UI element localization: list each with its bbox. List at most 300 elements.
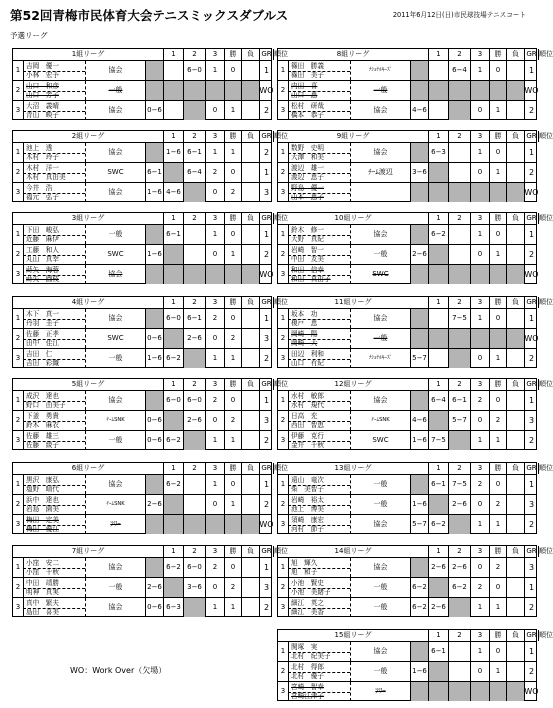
league-name: 6組リーグ xyxy=(71,464,105,472)
wins-cell: 0 xyxy=(205,329,224,348)
score-cell: 6−2 xyxy=(410,578,428,597)
gr-cell xyxy=(241,598,259,617)
column-header: 負 xyxy=(506,463,524,474)
player-number: 1 xyxy=(15,396,21,404)
self-match-cell xyxy=(145,391,163,410)
player-name: 西田 智恵 xyxy=(291,420,324,429)
column-header: 3 xyxy=(205,131,224,142)
row-divider xyxy=(23,111,85,112)
score-cell xyxy=(448,81,470,100)
player-number: 3 xyxy=(280,520,286,528)
player-number: 3 xyxy=(280,188,286,196)
self-match-cell xyxy=(448,265,470,284)
self-match-cell xyxy=(428,662,448,681)
row-divider xyxy=(288,235,350,236)
club-name: 協会 xyxy=(85,61,145,80)
column-header: 勝 xyxy=(224,131,241,142)
club-name: 協会 xyxy=(85,391,145,410)
losses-cell: 1 xyxy=(489,431,506,450)
club-name: 協会 xyxy=(85,309,145,328)
player-number: 2 xyxy=(280,583,286,591)
club-name: ﾁｰﾑSNK xyxy=(85,411,145,430)
league-row xyxy=(278,100,536,120)
player-name: 北村 紀美子 xyxy=(291,651,331,660)
league-header-row xyxy=(278,463,553,474)
rank-cell: 2 xyxy=(524,431,538,450)
row-divider xyxy=(288,568,350,569)
losses-cell: 1 xyxy=(224,495,241,514)
player-number: 2 xyxy=(15,86,21,94)
losses-cell: 1 xyxy=(489,515,506,534)
score-cell: 6−4 xyxy=(183,163,205,182)
row-divider xyxy=(23,401,85,402)
player-name: 青山 映子 xyxy=(26,110,59,119)
losses-cell xyxy=(489,329,506,348)
league-row xyxy=(278,430,536,450)
column-header: 1 xyxy=(428,463,448,474)
losses-cell: 1 xyxy=(224,143,241,162)
score-cell: 7−5 xyxy=(428,431,448,450)
player-name: 下釜 勇貴 xyxy=(26,411,59,420)
score-cell: 6−2 xyxy=(163,475,183,494)
league-table xyxy=(277,462,553,534)
player-name: 坂本 功 xyxy=(291,309,318,318)
score-cell xyxy=(183,495,205,514)
column-header: GR xyxy=(524,379,538,390)
column-header: 2 xyxy=(448,463,470,474)
column-header: 順位 xyxy=(274,380,288,388)
row-divider xyxy=(23,91,85,92)
losses-cell: 1 xyxy=(224,245,241,264)
club-name: ﾌﾘｰ xyxy=(350,682,410,701)
wins-cell: 0 xyxy=(205,183,224,202)
self-match-cell xyxy=(183,183,205,202)
player-name: 内田 喜 xyxy=(291,81,318,90)
row-divider xyxy=(288,71,350,72)
column-header: 負 xyxy=(241,297,259,308)
column-header: 順位 xyxy=(539,50,553,58)
score-cell: 6−4 xyxy=(428,391,448,410)
wins-cell xyxy=(470,183,489,202)
score-cell: 6−1 xyxy=(428,475,448,494)
column-header: GR xyxy=(259,131,273,142)
player-number: 1 xyxy=(15,480,21,488)
gr-cell xyxy=(241,61,259,80)
league-row xyxy=(278,577,536,597)
column-header: 負 xyxy=(241,49,259,60)
losses-cell: 2 xyxy=(224,411,241,430)
losses-cell: 0 xyxy=(224,391,241,410)
league-header-row xyxy=(13,213,288,224)
self-match-cell xyxy=(448,431,470,450)
column-header: 3 xyxy=(470,131,489,142)
self-match-cell xyxy=(428,495,448,514)
column-header: 負 xyxy=(506,297,524,308)
player-number: 3 xyxy=(15,354,21,362)
gr-cell xyxy=(241,265,259,284)
club-name: 協会 xyxy=(350,642,410,661)
column-header: 2 xyxy=(183,297,205,308)
player-name: 篠田 勝義 xyxy=(291,61,324,70)
rank-cell: 2 xyxy=(524,245,538,264)
column-header: 3 xyxy=(470,546,489,557)
self-match-cell xyxy=(410,309,428,328)
score-cell: 1−6 xyxy=(410,662,428,681)
self-match-cell xyxy=(410,391,428,410)
self-match-cell xyxy=(448,101,470,120)
player-number: 2 xyxy=(280,500,286,508)
player-name: 木村 洋一 xyxy=(26,163,59,172)
self-match-cell xyxy=(410,61,428,80)
score-cell xyxy=(145,81,163,100)
gr-cell xyxy=(506,475,524,494)
player-name: 田中 佳江 xyxy=(26,338,59,347)
player-name: 黒沢 康弘 xyxy=(26,475,59,484)
player-number: 1 xyxy=(15,148,21,156)
score-cell: 1−6 xyxy=(410,495,428,514)
column-header: 順位 xyxy=(274,464,288,472)
score-cell: 1−6 xyxy=(145,245,163,264)
losses-cell: 2 xyxy=(489,411,506,430)
league-row xyxy=(13,577,271,597)
league-row xyxy=(278,182,539,202)
score-cell: 1−6 xyxy=(410,431,428,450)
player-name: 水村 規代 xyxy=(291,400,324,409)
player-name: 山口 有紀 xyxy=(291,358,324,367)
player-number: 1 xyxy=(280,480,286,488)
league-table xyxy=(277,296,553,368)
player-name: 岡崎 陽 xyxy=(291,329,318,338)
gr-cell xyxy=(241,349,259,368)
gr-cell xyxy=(241,391,259,410)
rank-cell: 3 xyxy=(524,411,538,430)
player-name: 吉田 彩織 xyxy=(26,358,59,367)
player-name: 田辺 利和 xyxy=(291,349,324,358)
losses-cell xyxy=(224,81,241,100)
losses-cell: 1 xyxy=(224,349,241,368)
score-cell xyxy=(448,143,470,162)
league-row xyxy=(13,244,271,264)
gr-cell xyxy=(506,391,524,410)
column-header: 3 xyxy=(470,49,489,60)
row-divider xyxy=(288,421,350,422)
club-name: ﾅｼｮﾅﾙｷｰｽﾞ xyxy=(350,349,410,368)
wins-cell xyxy=(205,265,224,284)
score-cell: 6−0 xyxy=(183,558,205,577)
score-cell: 6−1 xyxy=(183,143,205,162)
column-header: 勝 xyxy=(489,213,506,224)
column-header: 1 xyxy=(428,213,448,224)
player-name: 丹羽 圭子 xyxy=(26,318,59,327)
column-header: 順位 xyxy=(274,298,288,306)
gr-cell xyxy=(241,578,259,597)
score-cell xyxy=(163,265,183,284)
club-name: ﾁｰﾑSNK xyxy=(350,411,410,430)
losses-cell: 0 xyxy=(489,309,506,328)
wins-cell xyxy=(470,329,489,348)
score-cell: 7−5 xyxy=(448,475,470,494)
rank-cell: 1 xyxy=(524,391,538,410)
column-header: GR xyxy=(524,49,538,60)
self-match-cell xyxy=(163,81,183,100)
score-cell xyxy=(448,163,470,182)
row-divider xyxy=(23,339,85,340)
losses-cell: 2 xyxy=(224,183,241,202)
rank-cell: 1 xyxy=(259,475,273,494)
rank-cell: 3 xyxy=(259,578,273,597)
row-divider xyxy=(23,153,85,154)
wins-cell: 0 xyxy=(205,411,224,430)
column-header: 2 xyxy=(183,463,205,474)
wo-note: WO：Work Over（欠場） xyxy=(70,666,167,675)
wins-cell: 0 xyxy=(470,662,489,681)
row-divider xyxy=(23,421,85,422)
score-cell: 6−2 xyxy=(410,598,428,617)
league-row xyxy=(13,328,271,348)
league-name: 5組リーグ xyxy=(71,380,105,388)
score-cell: 6−1 xyxy=(163,225,183,244)
score-cell: 2−6 xyxy=(145,495,163,514)
losses-cell: 1 xyxy=(224,101,241,120)
self-match-cell xyxy=(183,431,205,450)
losses-cell: 2 xyxy=(489,495,506,514)
club-name: 一般 xyxy=(350,329,410,348)
player-name: 旭 輝久 xyxy=(291,558,318,567)
column-header: 順位 xyxy=(539,298,553,306)
league-row xyxy=(13,410,271,430)
player-number: 1 xyxy=(280,314,286,322)
player-number: 1 xyxy=(15,230,21,238)
column-header: 3 xyxy=(470,297,489,308)
player-name: 佐藤 正孝 xyxy=(26,329,59,338)
score-cell: 4−6 xyxy=(163,183,183,202)
score-cell xyxy=(428,61,448,80)
league-name: 12組リーグ xyxy=(334,380,372,388)
column-header: 順位 xyxy=(274,132,288,140)
league-table xyxy=(277,378,553,450)
rank-cell: WO xyxy=(259,265,273,284)
league-header-row xyxy=(278,379,553,390)
league-row xyxy=(13,182,271,202)
self-match-cell xyxy=(428,411,448,430)
row-divider xyxy=(288,505,350,506)
score-cell: 2−6 xyxy=(410,245,428,264)
column-header: 順位 xyxy=(539,631,553,639)
score-cell: 3−6 xyxy=(410,163,428,182)
score-cell: 6−1 xyxy=(448,391,470,410)
wins-cell: 2 xyxy=(205,558,224,577)
wins-cell: 1 xyxy=(470,431,489,450)
league-row xyxy=(278,390,536,410)
column-header: 勝 xyxy=(224,49,241,60)
club-name: 一般 xyxy=(350,245,410,264)
losses-cell: 0 xyxy=(489,642,506,661)
club-name: ﾌﾘｰ xyxy=(85,515,145,534)
rank-cell: WO xyxy=(524,183,538,202)
wins-cell: 0 xyxy=(205,101,224,120)
league-row xyxy=(278,557,536,577)
player-number: 1 xyxy=(280,230,286,238)
player-name: 細江 英之 xyxy=(291,598,324,607)
player-number: 3 xyxy=(15,436,21,444)
score-cell: 2−6 xyxy=(145,578,163,597)
league-name: 2組リーグ xyxy=(71,132,105,140)
wins-cell: 0 xyxy=(470,101,489,120)
player-name: 工藤 和人 xyxy=(26,245,59,254)
column-header: 順位 xyxy=(539,132,553,140)
row-divider xyxy=(288,441,350,442)
wins-cell: 1 xyxy=(205,598,224,617)
score-cell xyxy=(428,265,448,284)
gr-cell xyxy=(506,225,524,244)
player-name: 大野 真紀 xyxy=(291,234,324,243)
column-header: GR xyxy=(524,546,538,557)
wins-cell: 0 xyxy=(470,163,489,182)
column-header: 3 xyxy=(470,463,489,474)
player-number: 3 xyxy=(280,354,286,362)
column-header: 負 xyxy=(506,131,524,142)
player-number: 1 xyxy=(280,647,286,655)
gr-cell xyxy=(506,662,524,681)
league-table xyxy=(277,629,553,701)
row-divider xyxy=(23,71,85,72)
player-name: 梅田 優江 xyxy=(26,524,59,533)
column-header: 3 xyxy=(205,463,224,474)
gr-cell xyxy=(241,163,259,182)
self-match-cell xyxy=(145,143,163,162)
league-name: 13組リーグ xyxy=(334,464,372,472)
rank-cell: 1 xyxy=(524,61,538,80)
column-header: 3 xyxy=(470,630,489,641)
score-cell: 1−6 xyxy=(145,349,163,368)
column-header: 1 xyxy=(428,630,448,641)
column-header: 1 xyxy=(163,49,183,60)
score-cell xyxy=(183,225,205,244)
score-cell xyxy=(410,81,428,100)
column-header: 勝 xyxy=(224,546,241,557)
score-cell xyxy=(448,245,470,264)
player-number: 2 xyxy=(280,168,286,176)
column-header: 3 xyxy=(205,213,224,224)
league-row xyxy=(13,348,271,368)
player-name: 水村 敏郎 xyxy=(291,391,324,400)
league-row xyxy=(278,162,536,182)
player-name: 今井 浩 xyxy=(26,183,53,192)
score-cell: 5−7 xyxy=(448,411,470,430)
rank-cell: 1 xyxy=(524,225,538,244)
self-match-cell xyxy=(163,329,183,348)
player-name: 浜中 達也 xyxy=(26,495,59,504)
column-header: 負 xyxy=(506,49,524,60)
player-name: 明神 真実 xyxy=(26,587,59,596)
column-header: 勝 xyxy=(489,297,506,308)
league-row xyxy=(278,410,536,430)
column-header: GR xyxy=(524,463,538,474)
league-table xyxy=(277,545,553,617)
column-header: 1 xyxy=(163,546,183,557)
self-match-cell xyxy=(145,558,163,577)
wins-cell: 0 xyxy=(205,245,224,264)
wins-cell: 1 xyxy=(205,475,224,494)
column-header: 順位 xyxy=(539,547,553,555)
losses-cell: 2 xyxy=(224,329,241,348)
wins-cell: 1 xyxy=(470,143,489,162)
row-divider xyxy=(23,319,85,320)
wins-cell: 1 xyxy=(470,598,489,617)
rank-cell: 2 xyxy=(259,245,273,264)
player-name: 和田 信幸 xyxy=(291,265,324,274)
rank-cell: 1 xyxy=(259,309,273,328)
section-subtitle: 予選リーグ xyxy=(10,31,48,40)
column-header: 勝 xyxy=(224,213,241,224)
row-divider xyxy=(23,588,85,589)
rank-cell: 1 xyxy=(259,163,273,182)
column-header: 3 xyxy=(205,379,224,390)
column-header: GR xyxy=(524,297,538,308)
score-cell: 2−6 xyxy=(448,558,470,577)
row-divider xyxy=(23,568,85,569)
wins-cell: 1 xyxy=(470,515,489,534)
rank-cell: WO xyxy=(259,515,273,534)
rank-cell: 2 xyxy=(524,662,538,681)
player-number: 3 xyxy=(280,270,286,278)
column-header: 勝 xyxy=(489,463,506,474)
league-row xyxy=(13,494,271,514)
player-name: 山口 芳子 xyxy=(26,90,59,99)
self-match-cell xyxy=(410,475,428,494)
row-divider xyxy=(288,111,350,112)
rank-cell: 2 xyxy=(524,101,538,120)
score-cell: 0−6 xyxy=(145,598,163,617)
row-divider xyxy=(23,255,85,256)
league-row xyxy=(13,162,271,182)
score-cell: 6−0 xyxy=(163,391,183,410)
score-cell xyxy=(428,309,448,328)
player-number: 3 xyxy=(280,436,286,444)
self-match-cell xyxy=(428,329,448,348)
player-name: 宮崎江津子 xyxy=(291,691,324,700)
league-name: 9組リーグ xyxy=(336,132,370,140)
player-name: 木村 真由美 xyxy=(26,172,66,181)
player-name: 小窪 安二 xyxy=(26,558,59,567)
column-header: 負 xyxy=(241,131,259,142)
self-match-cell xyxy=(183,101,205,120)
row-divider xyxy=(288,525,350,526)
club-name: 協会 xyxy=(85,143,145,162)
column-header: 順位 xyxy=(539,380,553,388)
league-table xyxy=(277,48,553,120)
player-number: 2 xyxy=(280,250,286,258)
column-header: 1 xyxy=(428,49,448,60)
league-row xyxy=(13,514,274,534)
column-header: 負 xyxy=(506,213,524,224)
self-match-cell xyxy=(183,515,205,534)
score-cell xyxy=(448,642,470,661)
player-number: 3 xyxy=(15,520,21,528)
self-match-cell xyxy=(145,61,163,80)
league-table xyxy=(12,48,288,120)
league-table xyxy=(12,296,288,368)
player-number: 1 xyxy=(15,66,21,74)
gr-cell xyxy=(241,101,259,120)
column-header: GR xyxy=(524,630,538,641)
rank-cell: 2 xyxy=(524,163,538,182)
score-cell: 6−3 xyxy=(428,143,448,162)
wins-cell: 0 xyxy=(470,349,489,368)
wins-cell: 0 xyxy=(205,578,224,597)
score-cell: 6−2 xyxy=(163,558,183,577)
player-name: 大澤 和美 xyxy=(291,152,324,161)
